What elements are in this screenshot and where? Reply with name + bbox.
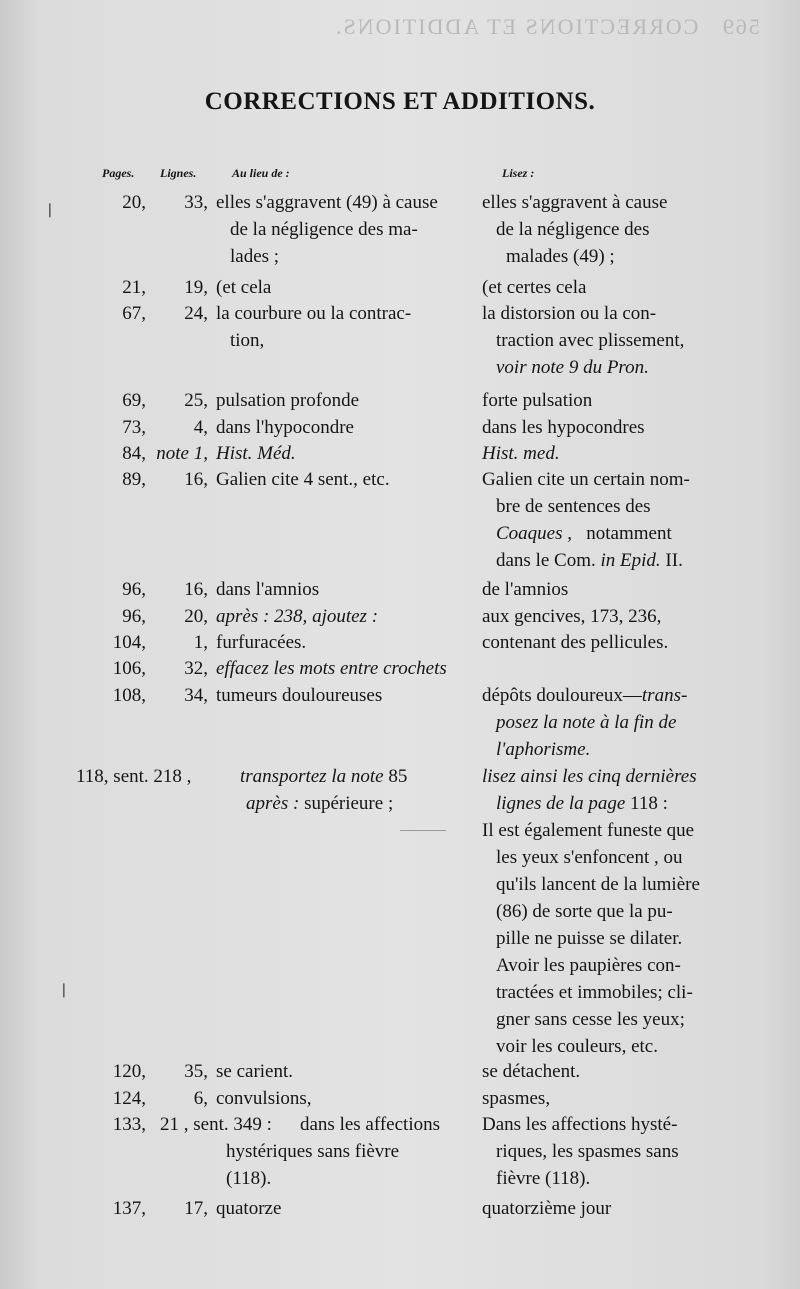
text-line: (86) de sorte que la pu- — [496, 901, 673, 922]
corrected-text — [482, 576, 732, 603]
corrected-text — [482, 1195, 732, 1222]
page-ref: 104, — [112, 632, 146, 653]
page-ref: 120, — [112, 1061, 146, 1082]
text-line: traction avec plissement, — [496, 330, 685, 351]
original-text — [216, 629, 476, 656]
line-ref: 34, — [184, 685, 208, 706]
corrected-text — [482, 387, 732, 414]
text-line: quatorze — [216, 1198, 282, 1219]
text-line: de l'amnios — [482, 579, 569, 600]
text-line: notamment — [586, 523, 672, 544]
text-line: Avoir les paupières con- — [496, 955, 681, 976]
text-line: voir les couleurs, etc. — [496, 1036, 658, 1057]
page-ref: 118, sent. 218 , — [76, 766, 192, 787]
text-line: lades ; — [230, 246, 280, 267]
margin-mark: ❘ — [44, 203, 56, 218]
text-line: tion, — [230, 330, 265, 351]
text-line: effacez les mots entre crochets — [216, 658, 447, 679]
text-line: quatorzième jour — [482, 1198, 612, 1219]
line-ref: 24, — [184, 303, 208, 324]
text-line: pille ne puisse se dilater. — [496, 928, 683, 949]
page-ref: 69, — [122, 390, 146, 411]
text-line: la courbure ou la contrac- — [216, 303, 412, 324]
text-line: ajoutez : — [312, 606, 379, 627]
text-line: spasmes, — [482, 1088, 551, 1109]
text-line: les yeux s'enfoncent , ou — [496, 847, 683, 868]
text-line: tractées et immobiles; cli- — [496, 982, 693, 1003]
page-ref: 106, — [112, 658, 146, 679]
text-line: elles s'aggravent à cause — [482, 192, 668, 213]
line-ref: 16, — [184, 579, 208, 600]
text-line: convulsions, — [216, 1088, 312, 1109]
header-lignes: Lignes. — [160, 166, 197, 180]
header-lisez: Lisez : — [502, 166, 535, 180]
page-ref: 124, — [112, 1088, 146, 1109]
text-line: Hist. Méd. — [216, 443, 296, 464]
corrected-text — [482, 1111, 732, 1192]
corrected-text — [482, 466, 732, 574]
line-ref: 25, — [184, 390, 208, 411]
line-ref: note 1, — [156, 443, 208, 464]
line-ref: 32, — [184, 658, 208, 679]
text-line: 118 : — [630, 793, 668, 814]
text-line: bre de sentences des — [496, 496, 651, 517]
text-line: (et cela — [216, 277, 272, 298]
corrected-text — [482, 763, 732, 1060]
page-ref: 96, — [122, 579, 146, 600]
line-ref: 19, — [184, 277, 208, 298]
original-text — [216, 576, 476, 603]
text-line: furfuracées. — [216, 632, 307, 653]
text-line: in Epid. — [600, 550, 661, 571]
bleed-through-running-head — [334, 14, 760, 40]
text-line: de la négligence des ma- — [230, 219, 418, 240]
text-line: dans l'hypocondre — [216, 417, 354, 438]
page-ref: 108, — [112, 685, 146, 706]
text-line: de la négligence des — [496, 219, 650, 240]
text-line: (et certes cela — [482, 277, 587, 298]
text-line: malades (49) ; — [506, 246, 615, 267]
original-text — [240, 763, 480, 817]
line-ref: 6, — [193, 1088, 208, 1109]
text-line: pulsation profonde — [216, 390, 360, 411]
header-au-lieu-de: Au lieu de : — [232, 166, 290, 180]
text-line: (118). — [226, 1168, 272, 1189]
text-line: aux gencives, 173, 236, — [482, 606, 662, 627]
text-line: gner sans cesse les yeux; — [496, 1009, 685, 1030]
original-text — [216, 655, 616, 682]
text-line: transportez la note — [240, 766, 384, 787]
original-text — [216, 274, 476, 301]
text-line: Galien cite 4 sent., etc. — [216, 469, 390, 490]
text-line: 85 — [388, 766, 408, 787]
original-text — [216, 1058, 476, 1085]
text-line: elles s'aggravent (49) à cause — [216, 192, 438, 213]
page-ref: 84, — [122, 443, 146, 464]
ghost-heading: CORRECTIONS ET ADDITIONS. — [334, 14, 699, 39]
page-title: CORRECTIONS ET ADDITIONS. — [204, 88, 596, 115]
text-line: contenant des pellicules. — [482, 632, 669, 653]
original-text — [216, 603, 476, 630]
text-line: voir note 9 du — [496, 357, 603, 378]
text-line: qu'ils lancent de la lumière — [496, 874, 700, 895]
text-line: hystériques sans fièvre — [226, 1141, 400, 1162]
text-line: dans l'amnios — [216, 579, 320, 600]
original-text — [300, 1111, 480, 1138]
text-line: II. — [665, 550, 683, 571]
original-text — [216, 387, 476, 414]
header-pages: Pages. — [102, 166, 135, 180]
page-ref: 89, — [122, 469, 146, 490]
original-text — [216, 189, 476, 270]
line-ref: 17, — [184, 1198, 208, 1219]
text-line: posez la note à la fin de — [496, 712, 677, 733]
line-ref: 1, — [193, 632, 208, 653]
original-text — [216, 466, 476, 493]
text-line: Pron. — [606, 357, 649, 378]
text-line: Dans les affections hysté- — [482, 1114, 678, 1135]
margin-mark: ❘ — [58, 983, 70, 998]
page-ref: 67, — [122, 303, 146, 324]
corrected-text — [482, 300, 732, 381]
text-line: supérieure ; — [304, 793, 394, 814]
line-ref: 4, — [193, 417, 208, 438]
text-line: Hist. med. — [482, 443, 560, 464]
original-text-continued — [226, 1138, 476, 1192]
corrected-text — [482, 682, 732, 763]
line-ref: 33, — [184, 192, 208, 213]
text-line: se carient. — [216, 1061, 294, 1082]
line-ref: 35, — [184, 1061, 208, 1082]
page-ref: 137, — [112, 1198, 146, 1219]
corrected-text — [482, 1058, 732, 1085]
text-line: Galien cite un certain nom- — [482, 469, 690, 490]
text-line: fièvre (118). — [496, 1168, 591, 1189]
text-line: dépôts douloureux— — [482, 685, 642, 706]
original-text — [216, 1085, 476, 1112]
corrected-text — [482, 440, 732, 467]
page-ref: 20, — [122, 192, 146, 213]
text-line: lignes de la page — [496, 793, 626, 814]
text-line: forte pulsation — [482, 390, 593, 411]
corrected-text — [482, 274, 732, 301]
page-ref: 21, — [122, 277, 146, 298]
corrected-text — [482, 1085, 732, 1112]
original-text — [216, 414, 476, 441]
text-line: Il est également funeste que — [482, 820, 695, 841]
original-text — [216, 1195, 476, 1222]
line-ref: 20, — [184, 606, 208, 627]
text-line: dans les affections — [300, 1114, 440, 1135]
text-line: dans le Com. — [496, 550, 596, 571]
line-ref: 16, — [184, 469, 208, 490]
text-line: l'aphorisme. — [496, 739, 591, 760]
page-ref: 133, — [112, 1114, 146, 1135]
corrected-text — [482, 603, 732, 630]
corrected-text — [482, 189, 732, 270]
corrected-text — [482, 414, 732, 441]
page-ref: 96, — [122, 606, 146, 627]
page-ref: 73, — [122, 417, 146, 438]
corrected-text — [482, 629, 732, 656]
line-ref: 21 , sent. 349 : — [160, 1114, 272, 1135]
text-line: après : 238, — [216, 606, 308, 627]
text-line: se détachent. — [482, 1061, 581, 1082]
text-line: lisez ainsi les cinq dernières — [482, 766, 697, 787]
text-line: riques, les spasmes sans — [496, 1141, 679, 1162]
original-text — [216, 300, 476, 354]
text-line: trans- — [641, 685, 688, 706]
text-line: la distorsion ou la con- — [482, 303, 657, 324]
ghost-page-number: 569 — [721, 14, 760, 39]
original-text — [216, 440, 476, 467]
text-line: dans les hypocondres — [482, 417, 645, 438]
original-text — [216, 682, 476, 709]
short-rule — [400, 830, 446, 831]
text-line: après : — [246, 793, 300, 814]
text-line: Coaques , — [496, 523, 572, 544]
text-line: tumeurs douloureuses — [216, 685, 383, 706]
